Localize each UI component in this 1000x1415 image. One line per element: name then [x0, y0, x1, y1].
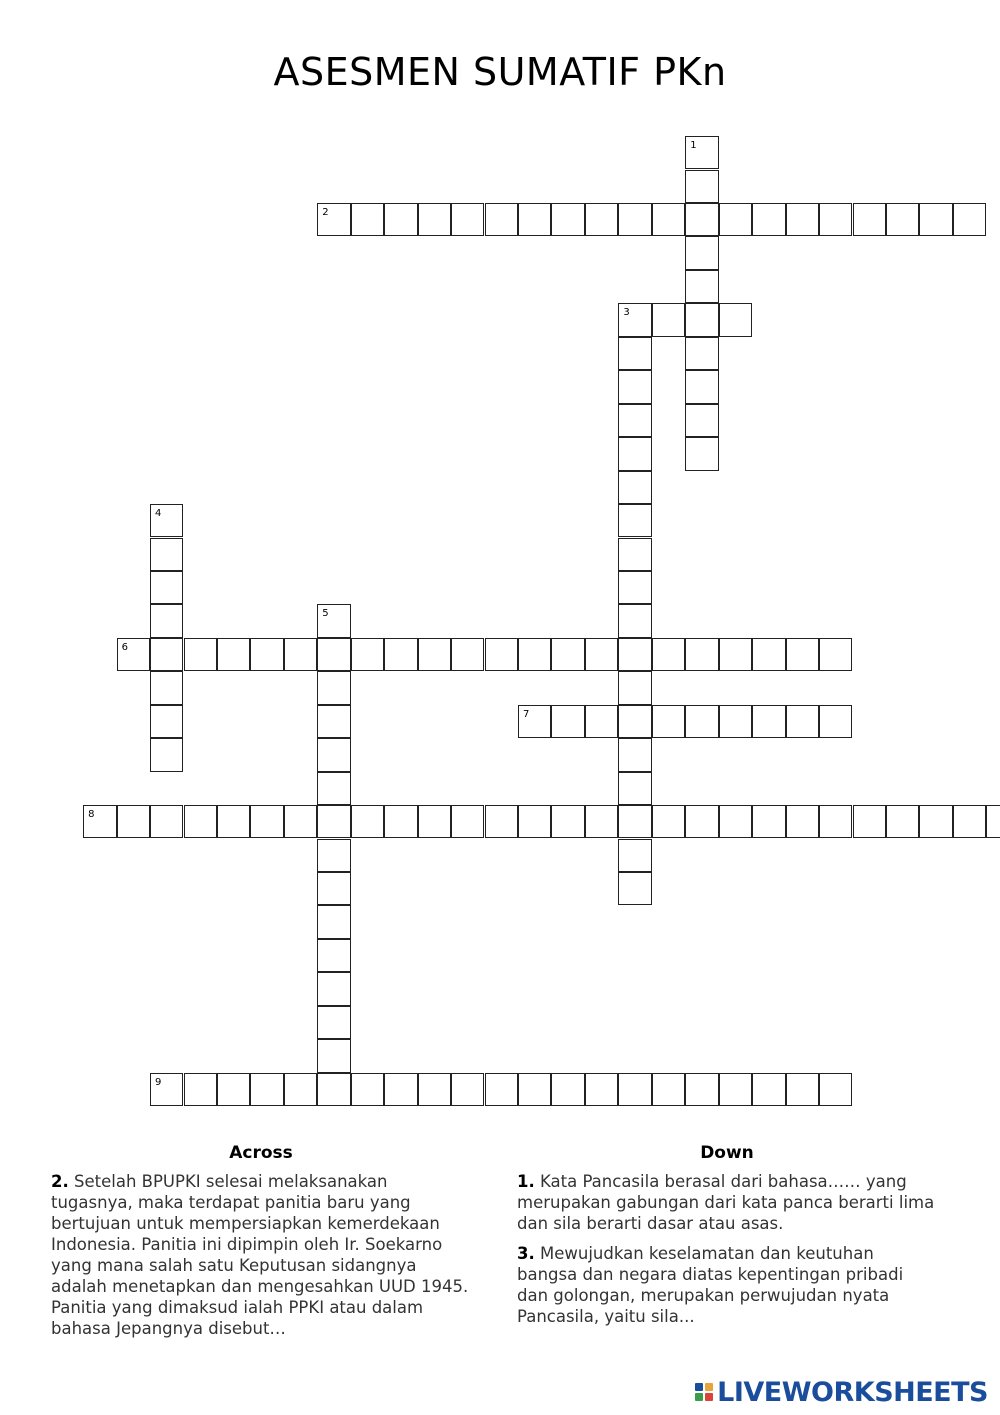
clue-text: Setelah BPUPKI selesai melaksanakan tugasnya, maka terdapat panitia baru yang bertujuan untuk mempersiapkan kemerdekaan Indonesia. Panitia ini dipimpin oleh Ir. Soekarno yang mana salah satu Keputusan sidangnya adalah menetapkan dan mengesahkan UUD 1945. Panitia yang dimaksud ialah PPKI atau dalam bahasa Jepangnya disebut… — [51, 1172, 469, 1338]
crossword-cell[interactable] — [819, 1073, 852, 1106]
crossword-cell[interactable] — [685, 638, 718, 671]
down-clue-3 — [517, 1243, 937, 1327]
crossword-cell[interactable] — [752, 638, 785, 671]
crossword-cell[interactable] — [719, 203, 752, 236]
crossword-cell[interactable] — [652, 303, 685, 336]
crossword-cell[interactable] — [451, 1073, 484, 1106]
crossword-cell[interactable] — [250, 805, 283, 838]
crossword-cell[interactable] — [618, 604, 651, 637]
crossword-cell[interactable] — [317, 738, 350, 771]
across-clues — [51, 1143, 471, 1348]
crossword-cell[interactable] — [685, 1073, 718, 1106]
crossword-cell[interactable] — [618, 471, 651, 504]
clue-text: Kata Pancasila berasal dari bahasa…… yang merupakan gabungan dari kata panca berarti lima dan sila berarti dasar atau asas. — [517, 1172, 935, 1233]
crossword-cell[interactable] — [351, 638, 384, 671]
crossword-cell[interactable] — [752, 705, 785, 738]
crossword-cell[interactable] — [317, 1073, 350, 1106]
crossword-cell[interactable] — [819, 638, 852, 671]
crossword-cell[interactable] — [150, 738, 183, 771]
crossword-cell[interactable] — [685, 170, 718, 203]
crossword-cell[interactable] — [485, 203, 518, 236]
logo-blocks-icon — [695, 1383, 713, 1401]
crossword-cell[interactable] — [719, 638, 752, 671]
crossword-cell[interactable] — [919, 203, 952, 236]
crossword-cell[interactable] — [585, 805, 618, 838]
crossword-cell[interactable] — [418, 203, 451, 236]
crossword-cell[interactable] — [150, 705, 183, 738]
crossword-cell[interactable] — [652, 203, 685, 236]
crossword-cell[interactable] — [551, 805, 584, 838]
crossword-cell[interactable] — [652, 1073, 685, 1106]
crossword-cell[interactable] — [886, 805, 919, 838]
crossword-cell[interactable] — [284, 638, 317, 671]
crossword-cell[interactable] — [853, 203, 886, 236]
crossword-cell[interactable] — [819, 203, 852, 236]
crossword-cell[interactable] — [618, 370, 651, 403]
crossword-cell[interactable] — [317, 203, 350, 236]
crossword-cell[interactable] — [752, 203, 785, 236]
crossword-cell[interactable] — [618, 337, 651, 370]
logo-block — [705, 1383, 713, 1391]
crossword-cell[interactable] — [184, 638, 217, 671]
crossword-cell[interactable] — [418, 1073, 451, 1106]
crossword-cell[interactable] — [786, 638, 819, 671]
crossword-cell[interactable] — [418, 638, 451, 671]
crossword-cell[interactable] — [786, 805, 819, 838]
crossword-cell[interactable] — [317, 805, 350, 838]
clue-number-label: 3 — [623, 307, 630, 319]
crossword-cell[interactable] — [217, 638, 250, 671]
crossword-cell[interactable] — [618, 738, 651, 771]
crossword-cell[interactable] — [953, 805, 986, 838]
page-title: ASESMEN SUMATIF PKn — [273, 50, 727, 94]
crossword-cell[interactable] — [719, 1073, 752, 1106]
crossword-cell[interactable] — [652, 638, 685, 671]
clue-number-label: 6 — [121, 641, 128, 653]
crossword-cell[interactable] — [317, 671, 350, 704]
clue-number: 2. — [51, 1172, 69, 1191]
crossword-cell[interactable] — [618, 839, 651, 872]
crossword-cell[interactable] — [384, 203, 417, 236]
crossword-cell[interactable] — [853, 805, 886, 838]
crossword-cell[interactable] — [819, 805, 852, 838]
crossword-cell[interactable] — [451, 805, 484, 838]
crossword-cell[interactable] — [685, 370, 718, 403]
crossword-cell[interactable] — [250, 1073, 283, 1106]
crossword-cell[interactable] — [384, 638, 417, 671]
crossword-cell[interactable] — [685, 203, 718, 236]
crossword-cell[interactable] — [551, 705, 584, 738]
clue-number-label: 8 — [88, 809, 95, 821]
crossword-cell[interactable] — [618, 404, 651, 437]
crossword-cell[interactable] — [518, 638, 551, 671]
crossword-cell[interactable] — [317, 905, 350, 938]
crossword-cell[interactable] — [685, 337, 718, 370]
crossword-cell[interactable] — [752, 1073, 785, 1106]
crossword-cell[interactable] — [618, 772, 651, 805]
crossword-cell[interactable] — [150, 538, 183, 571]
crossword-cell[interactable] — [919, 805, 952, 838]
crossword-cell[interactable] — [351, 203, 384, 236]
across-heading: Across — [229, 1143, 293, 1163]
crossword-cell[interactable] — [551, 638, 584, 671]
crossword-cell[interactable] — [317, 839, 350, 872]
crossword-cell[interactable] — [150, 1073, 183, 1106]
crossword-cell[interactable] — [752, 805, 785, 838]
crossword-cell[interactable] — [685, 705, 718, 738]
clue-number-label: 2 — [322, 207, 329, 218]
crossword-cell[interactable] — [117, 638, 150, 671]
crossword-cell[interactable] — [719, 303, 752, 336]
logo-text: LIVEWORKSHEETS — [717, 1376, 988, 1408]
crossword-cell[interactable] — [652, 805, 685, 838]
crossword-cell[interactable] — [719, 805, 752, 838]
crossword-cell[interactable] — [317, 604, 350, 637]
crossword-cell[interactable] — [217, 1073, 250, 1106]
crossword-cell[interactable] — [485, 805, 518, 838]
crossword-cell[interactable] — [618, 705, 651, 738]
crossword-cell[interactable] — [819, 705, 852, 738]
crossword-cell[interactable] — [618, 805, 651, 838]
crossword-cell[interactable] — [618, 638, 651, 671]
crossword-cell[interactable] — [652, 705, 685, 738]
crossword-cell[interactable] — [284, 805, 317, 838]
crossword-cell[interactable] — [551, 1073, 584, 1106]
crossword-cell[interactable] — [685, 404, 718, 437]
crossword-cell[interactable] — [585, 705, 618, 738]
crossword-cell[interactable] — [317, 972, 350, 1005]
down-heading: Down — [700, 1143, 754, 1163]
clue-number-label: 1 — [690, 140, 697, 152]
crossword-cell[interactable] — [351, 1073, 384, 1106]
clue-number-label: 7 — [523, 708, 530, 720]
clue-number-label: 5 — [322, 608, 329, 620]
crossword-cell[interactable] — [618, 437, 651, 470]
crossword-cell[interactable] — [618, 538, 651, 571]
clue-number-label: 9 — [155, 1076, 162, 1088]
crossword-cell[interactable] — [685, 236, 718, 269]
crossword-cell[interactable] — [551, 203, 584, 236]
crossword-cell[interactable] — [485, 1073, 518, 1106]
crossword-cell[interactable] — [150, 504, 183, 537]
crossword-cell[interactable] — [685, 136, 718, 169]
crossword-cell[interactable] — [585, 203, 618, 236]
crossword-cell[interactable] — [217, 805, 250, 838]
crossword-cell[interactable] — [317, 638, 350, 671]
crossword-cell[interactable] — [618, 504, 651, 537]
crossword-cell[interactable] — [786, 705, 819, 738]
crossword-cell[interactable] — [150, 671, 183, 704]
crossword-cell[interactable] — [384, 1073, 417, 1106]
logo-block — [695, 1383, 703, 1391]
crossword-cell[interactable] — [451, 203, 484, 236]
crossword-cell[interactable] — [618, 203, 651, 236]
crossword-cell[interactable] — [184, 1073, 217, 1106]
clue-number-label: 4 — [155, 508, 162, 520]
crossword-cell[interactable] — [150, 805, 183, 838]
liveworksheets-logo[interactable] — [695, 1375, 988, 1409]
crossword-cell[interactable] — [317, 872, 350, 905]
crossword-cell[interactable] — [83, 805, 116, 838]
down-clue-1 — [517, 1171, 937, 1234]
crossword-cell[interactable] — [518, 705, 551, 738]
crossword-cell[interactable] — [518, 805, 551, 838]
crossword-cell[interactable] — [485, 638, 518, 671]
crossword-cell[interactable] — [150, 638, 183, 671]
crossword-cell[interactable] — [585, 638, 618, 671]
crossword-cell[interactable] — [685, 437, 718, 470]
crossword-cell[interactable] — [351, 805, 384, 838]
crossword-cell[interactable] — [250, 638, 283, 671]
crossword-cell[interactable] — [585, 1073, 618, 1106]
crossword-cell[interactable] — [317, 705, 350, 738]
crossword-cell[interactable] — [150, 604, 183, 637]
crossword-cell[interactable] — [719, 705, 752, 738]
crossword-cell[interactable] — [317, 939, 350, 972]
crossword-cell[interactable] — [317, 772, 350, 805]
crossword-cell[interactable] — [618, 303, 651, 336]
crossword-cell[interactable] — [986, 805, 1000, 838]
crossword-cell[interactable] — [953, 203, 986, 236]
across-clue-2 — [51, 1171, 471, 1339]
crossword-cell[interactable] — [184, 805, 217, 838]
crossword-cell[interactable] — [886, 203, 919, 236]
crossword-cell[interactable] — [685, 303, 718, 336]
crossword-cell[interactable] — [117, 805, 150, 838]
clue-number: 3. — [517, 1244, 535, 1263]
crossword-cell[interactable] — [685, 270, 718, 303]
clue-number: 1. — [517, 1172, 535, 1191]
crossword-cell[interactable] — [384, 805, 417, 838]
logo-block — [695, 1393, 703, 1401]
crossword-cell[interactable] — [786, 1073, 819, 1106]
crossword-cell[interactable] — [618, 872, 651, 905]
crossword-cell[interactable] — [317, 1006, 350, 1039]
crossword-cell[interactable] — [150, 571, 183, 604]
crossword-cell[interactable] — [418, 805, 451, 838]
crossword-cell[interactable] — [618, 1073, 651, 1106]
clue-text: Mewujudkan keselamatan dan keutuhan bangsa dan negara diatas kepentingan pribadi dan golongan, merupakan perwujudan nyata Pancasila, yaitu sila... — [517, 1244, 904, 1326]
crossword-cell[interactable] — [518, 203, 551, 236]
crossword-cell[interactable] — [685, 805, 718, 838]
down-clues — [517, 1143, 937, 1336]
crossword-cell[interactable] — [618, 571, 651, 604]
logo-block — [705, 1393, 713, 1401]
crossword-cell[interactable] — [618, 671, 651, 704]
crossword-cell[interactable] — [317, 1039, 350, 1072]
crossword-cell[interactable] — [451, 638, 484, 671]
crossword-cell[interactable] — [786, 203, 819, 236]
crossword-cell[interactable] — [518, 1073, 551, 1106]
crossword-cell[interactable] — [284, 1073, 317, 1106]
